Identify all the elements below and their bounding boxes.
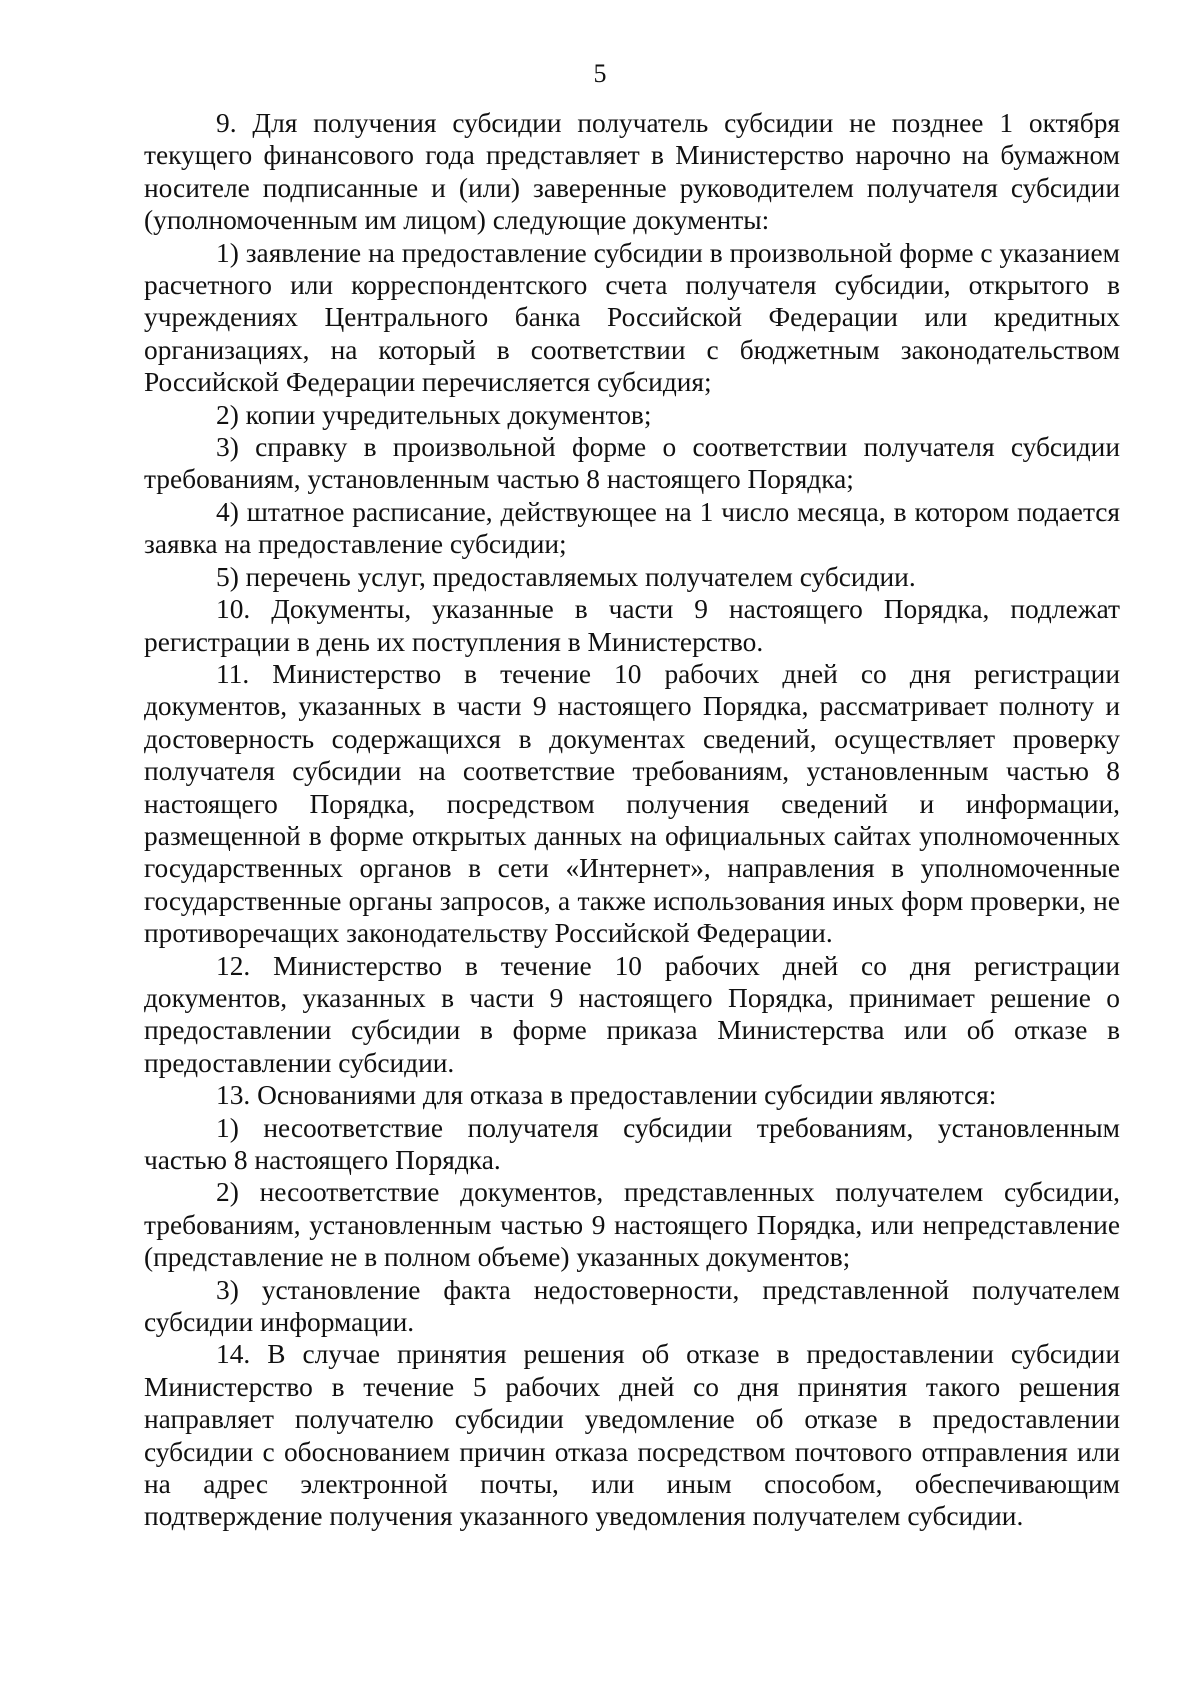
list-item-13-1: 1) несоответствие получателя субсидии требованиям, установленным частью 8 настоящего Порядка. bbox=[144, 1112, 1120, 1175]
paragraph-14: 14. В случае принятия решения об отказе в предоставлении субсидии Министерство в течение 5 рабочих дней со дня принятия такого решения направляет получателю субсидии уведомление об отказе в предоставлении субсидии с обоснованием причин отказа посредством почтового отправления или на адрес электронной почты, или иным способом, обеспечивающим подтверждение получения указанного уведомления получателем субсидии. bbox=[144, 1339, 1120, 1532]
list-item-13-3: 3) установление факта недостоверности, представленной получателем субсидии информации. bbox=[144, 1274, 1120, 1338]
list-item-9-3: 3) справку в произвольной форме о соответствии получателя субсидии требованиям, установленным частью 8 настоящего Порядка; bbox=[144, 432, 1120, 495]
paragraph-11: 11. Министерство в течение 10 рабочих дней со дня регистрации документов, указанных в части 9 настоящего Порядка, рассматривает полноту и достоверность содержащихся в документах сведений, осуществляет проверку получателя субсидии на соответствие требованиям, установленным частью 8 настоящего Порядка, посредством получения сведений и информации, размещенной в форме открытых данных на официальных сайтах уполномоченных государственных органов в сети «Интернет», направления в уполномоченные государственные органы запросов, а также использования иных форм проверки, не противоречащих законодательству Российской Федерации. bbox=[144, 658, 1120, 949]
list-item-13-2: 2) несоответствие документов, представленных получателем субсидии, требованиям, установленным частью 9 настоящего Порядка, или непредставление (представление не в полном объеме) указанных документов; bbox=[144, 1177, 1120, 1273]
paragraph-9: 9. Для получения субсидии получатель субсидии не позднее 1 октября текущего финансового года представляет в Министерство нарочно на бумажном носителе подписанные и (или) заверенные руководителем получателя субсидии (уполномоченным им лицом) следующие документы: bbox=[144, 108, 1120, 236]
paragraph-12: 12. Министерство в течение 10 рабочих дней со дня регистрации документов, указанных в части 9 настоящего Порядка, принимает решение о предоставлении субсидии в форме приказа Министерства или об отказе в предоставлении субсидии. bbox=[144, 950, 1120, 1078]
document-body bbox=[144, 107, 1120, 1533]
paragraph-13: 13. Основаниями для отказа в предоставлении субсидии являются: bbox=[216, 1080, 997, 1111]
list-item-9-2: 2) копии учредительных документов; bbox=[216, 399, 652, 430]
list-item-9-1: 1) заявление на предоставление субсидии в произвольной форме с указанием расчетного или корреспондентского счета получателя субсидии, открытого в учреждениях Центрального банка Российской Федерации или кредитных организациях, на который в соответствии с бюджетным законодательством Российской Федерации перечисляется субсидия; bbox=[144, 237, 1120, 398]
list-item-9-4: 4) штатное расписание, действующее на 1 число месяца, в котором подается заявка на предоставление субсидии; bbox=[144, 496, 1120, 560]
paragraph-10: 10. Документы, указанные в части 9 настоящего Порядка, подлежат регистрации в день их поступления в Министерство. bbox=[144, 594, 1120, 657]
list-item-9-5: 5) перечень услуг, предоставляемых получателем субсидии. bbox=[216, 561, 916, 592]
page-number: 5 bbox=[593, 59, 607, 88]
